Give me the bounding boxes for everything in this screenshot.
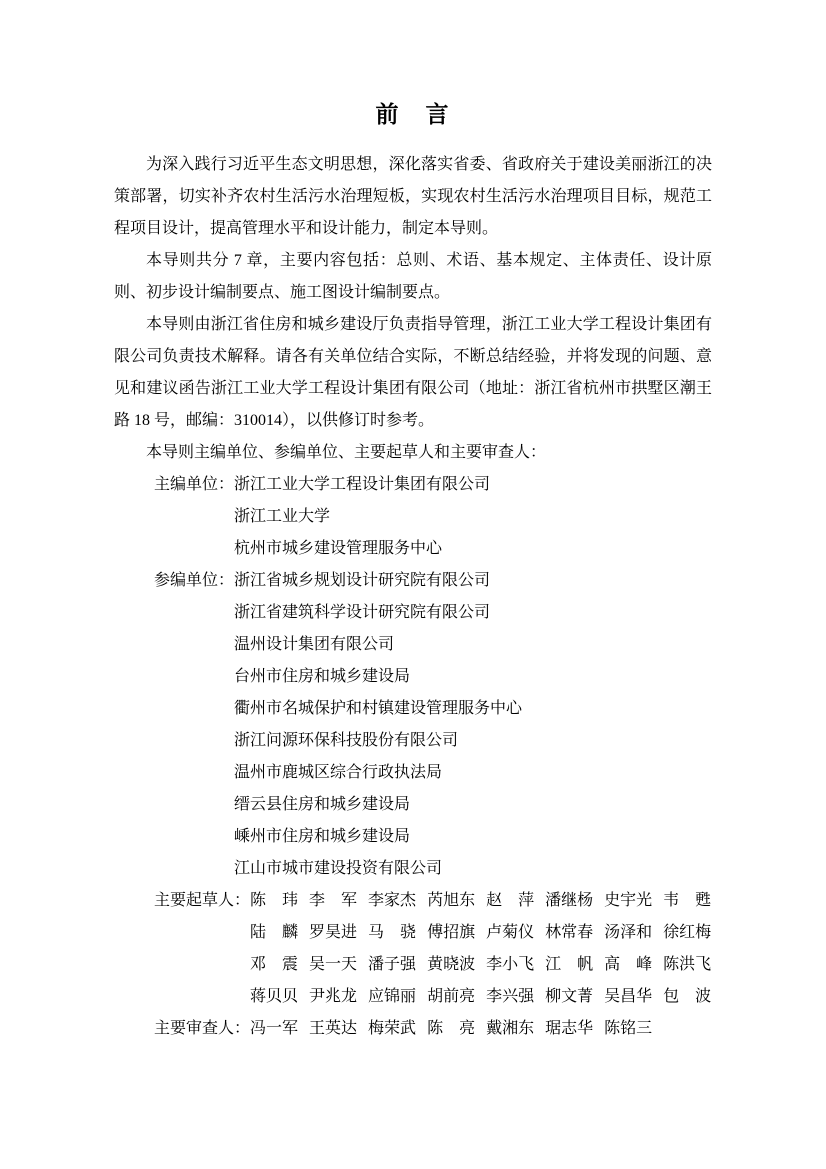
drafter-name: 芮旭东 bbox=[427, 892, 476, 909]
participating-unit-item: 浙江省建筑科学设计研究院有限公司 bbox=[234, 604, 491, 621]
page-title: 前 言 bbox=[375, 101, 451, 127]
participating-units-label: 参编单位： bbox=[154, 572, 235, 589]
chief-unit-item: 浙江工业大学 bbox=[234, 508, 331, 525]
reviewer-name: 冯一军 bbox=[250, 1020, 299, 1037]
drafter-name: 李兴强 bbox=[486, 988, 535, 1005]
drafter-name: 赵 萍 bbox=[486, 892, 535, 909]
drafters-label: 主要起草人： bbox=[154, 892, 251, 909]
reviewer-name: 戴湘东 bbox=[486, 1020, 535, 1037]
reviewers-row bbox=[250, 1013, 652, 1045]
drafters-section bbox=[114, 885, 712, 1013]
drafter-name: 江 帆 bbox=[545, 956, 594, 973]
reviewer-name: 王英达 bbox=[309, 1020, 358, 1037]
chief-units-section bbox=[114, 469, 712, 565]
drafter-name: 陈 玮 bbox=[250, 892, 299, 909]
drafter-name: 吴一天 bbox=[309, 956, 358, 973]
drafter-name: 潘继杨 bbox=[545, 892, 594, 909]
drafter-name: 傅招旗 bbox=[427, 924, 476, 941]
reviewers-section bbox=[114, 1013, 712, 1045]
reviewer-name: 琚志华 bbox=[545, 1020, 594, 1037]
chief-units-list bbox=[234, 469, 490, 565]
drafter-name: 邓 震 bbox=[250, 956, 299, 973]
drafter-name: 潘子强 bbox=[368, 956, 417, 973]
participating-units-list bbox=[234, 565, 522, 885]
chief-unit-item: 杭州市城乡建设管理服务中心 bbox=[234, 540, 443, 557]
participating-units-section bbox=[114, 565, 712, 885]
drafter-name: 高 峰 bbox=[604, 956, 653, 973]
reviewers-rows bbox=[250, 1013, 652, 1045]
participating-unit-item: 衢州市名城保护和村镇建设管理服务中心 bbox=[234, 700, 523, 717]
chief-unit-item: 浙江工业大学工程设计集团有限公司 bbox=[234, 476, 491, 493]
participating-unit-item: 缙云县住房和城乡建设局 bbox=[234, 796, 411, 813]
reviewer-name: 陈 亮 bbox=[427, 1020, 476, 1037]
drafter-name: 李小飞 bbox=[486, 956, 535, 973]
drafter-name: 李家杰 bbox=[368, 892, 417, 909]
drafter-name: 应锦丽 bbox=[368, 988, 417, 1005]
chief-units-label: 主编单位： bbox=[154, 476, 235, 493]
paragraph-units-lead: 本导则主编单位、参编单位、主要起草人和主要审查人： bbox=[146, 444, 547, 461]
drafter-name: 黄晓波 bbox=[427, 956, 476, 973]
drafter-name: 柳文菁 bbox=[545, 988, 594, 1005]
drafter-name: 马 骁 bbox=[368, 924, 417, 941]
drafters-row-3 bbox=[250, 949, 711, 981]
participating-unit-item: 浙江问源环保科技股份有限公司 bbox=[234, 732, 459, 749]
participating-unit-item: 嵊州市住房和城乡建设局 bbox=[234, 828, 411, 845]
drafter-name: 韦 甦 bbox=[663, 892, 712, 909]
drafters-row-4 bbox=[250, 981, 711, 1013]
drafters-row-1 bbox=[250, 885, 711, 917]
drafter-name: 胡前亮 bbox=[427, 988, 476, 1005]
drafter-name: 徐红梅 bbox=[663, 924, 712, 941]
drafter-name: 卢菊仪 bbox=[486, 924, 535, 941]
paragraph-management: 本导则由浙江省住房和城乡建设厅负责指导管理，浙江工业大学工程设计集团有限公司负责技术解释。请各有关单位结合实际，不断总结经验，并将发现的问题、意见和建议函告浙江工业大学工程设计集团有限公司（地址：浙江省杭州市拱墅区潮王路 18 号，邮编：310014），以供修订时参考。 bbox=[114, 316, 712, 429]
drafter-name: 蒋贝贝 bbox=[250, 988, 299, 1005]
participating-unit-item: 温州市鹿城区综合行政执法局 bbox=[234, 764, 443, 781]
drafter-name: 史宇光 bbox=[604, 892, 653, 909]
drafter-name: 罗昊进 bbox=[309, 924, 358, 941]
reviewers-label: 主要审查人： bbox=[154, 1020, 251, 1037]
paragraph-intro: 为深入践行习近平生态文明思想，深化落实省委、省政府关于建设美丽浙江的决策部署，切实补齐农村生活污水治理短板，实现农村生活污水治理项目目标，规范工程项目设计，提高管理水平和设计能力，制定本导则。 bbox=[114, 156, 712, 237]
drafter-name: 汤泽和 bbox=[604, 924, 653, 941]
reviewer-name: 陈铭三 bbox=[604, 1020, 653, 1037]
paragraph-contents: 本导则共分 7 章，主要内容包括：总则、术语、基本规定、主体责任、设计原则、初步设计编制要点、施工图设计编制要点。 bbox=[114, 252, 712, 301]
drafter-name: 吴昌华 bbox=[604, 988, 653, 1005]
drafter-name: 李 军 bbox=[309, 892, 358, 909]
drafters-rows bbox=[250, 885, 711, 1013]
participating-unit-item: 江山市城市建设投资有限公司 bbox=[234, 860, 443, 877]
reviewer-name: 梅荣武 bbox=[368, 1020, 417, 1037]
participating-unit-item: 浙江省城乡规划设计研究院有限公司 bbox=[234, 572, 491, 589]
drafter-name: 陆 麟 bbox=[250, 924, 299, 941]
drafter-name: 林常春 bbox=[545, 924, 594, 941]
drafter-name: 陈洪飞 bbox=[663, 956, 712, 973]
drafters-row-2 bbox=[250, 917, 711, 949]
drafter-name: 尹兆龙 bbox=[309, 988, 358, 1005]
drafter-name: 包 波 bbox=[663, 988, 712, 1005]
participating-unit-item: 台州市住房和城乡建设局 bbox=[234, 668, 411, 685]
participating-unit-item: 温州设计集团有限公司 bbox=[234, 636, 395, 653]
